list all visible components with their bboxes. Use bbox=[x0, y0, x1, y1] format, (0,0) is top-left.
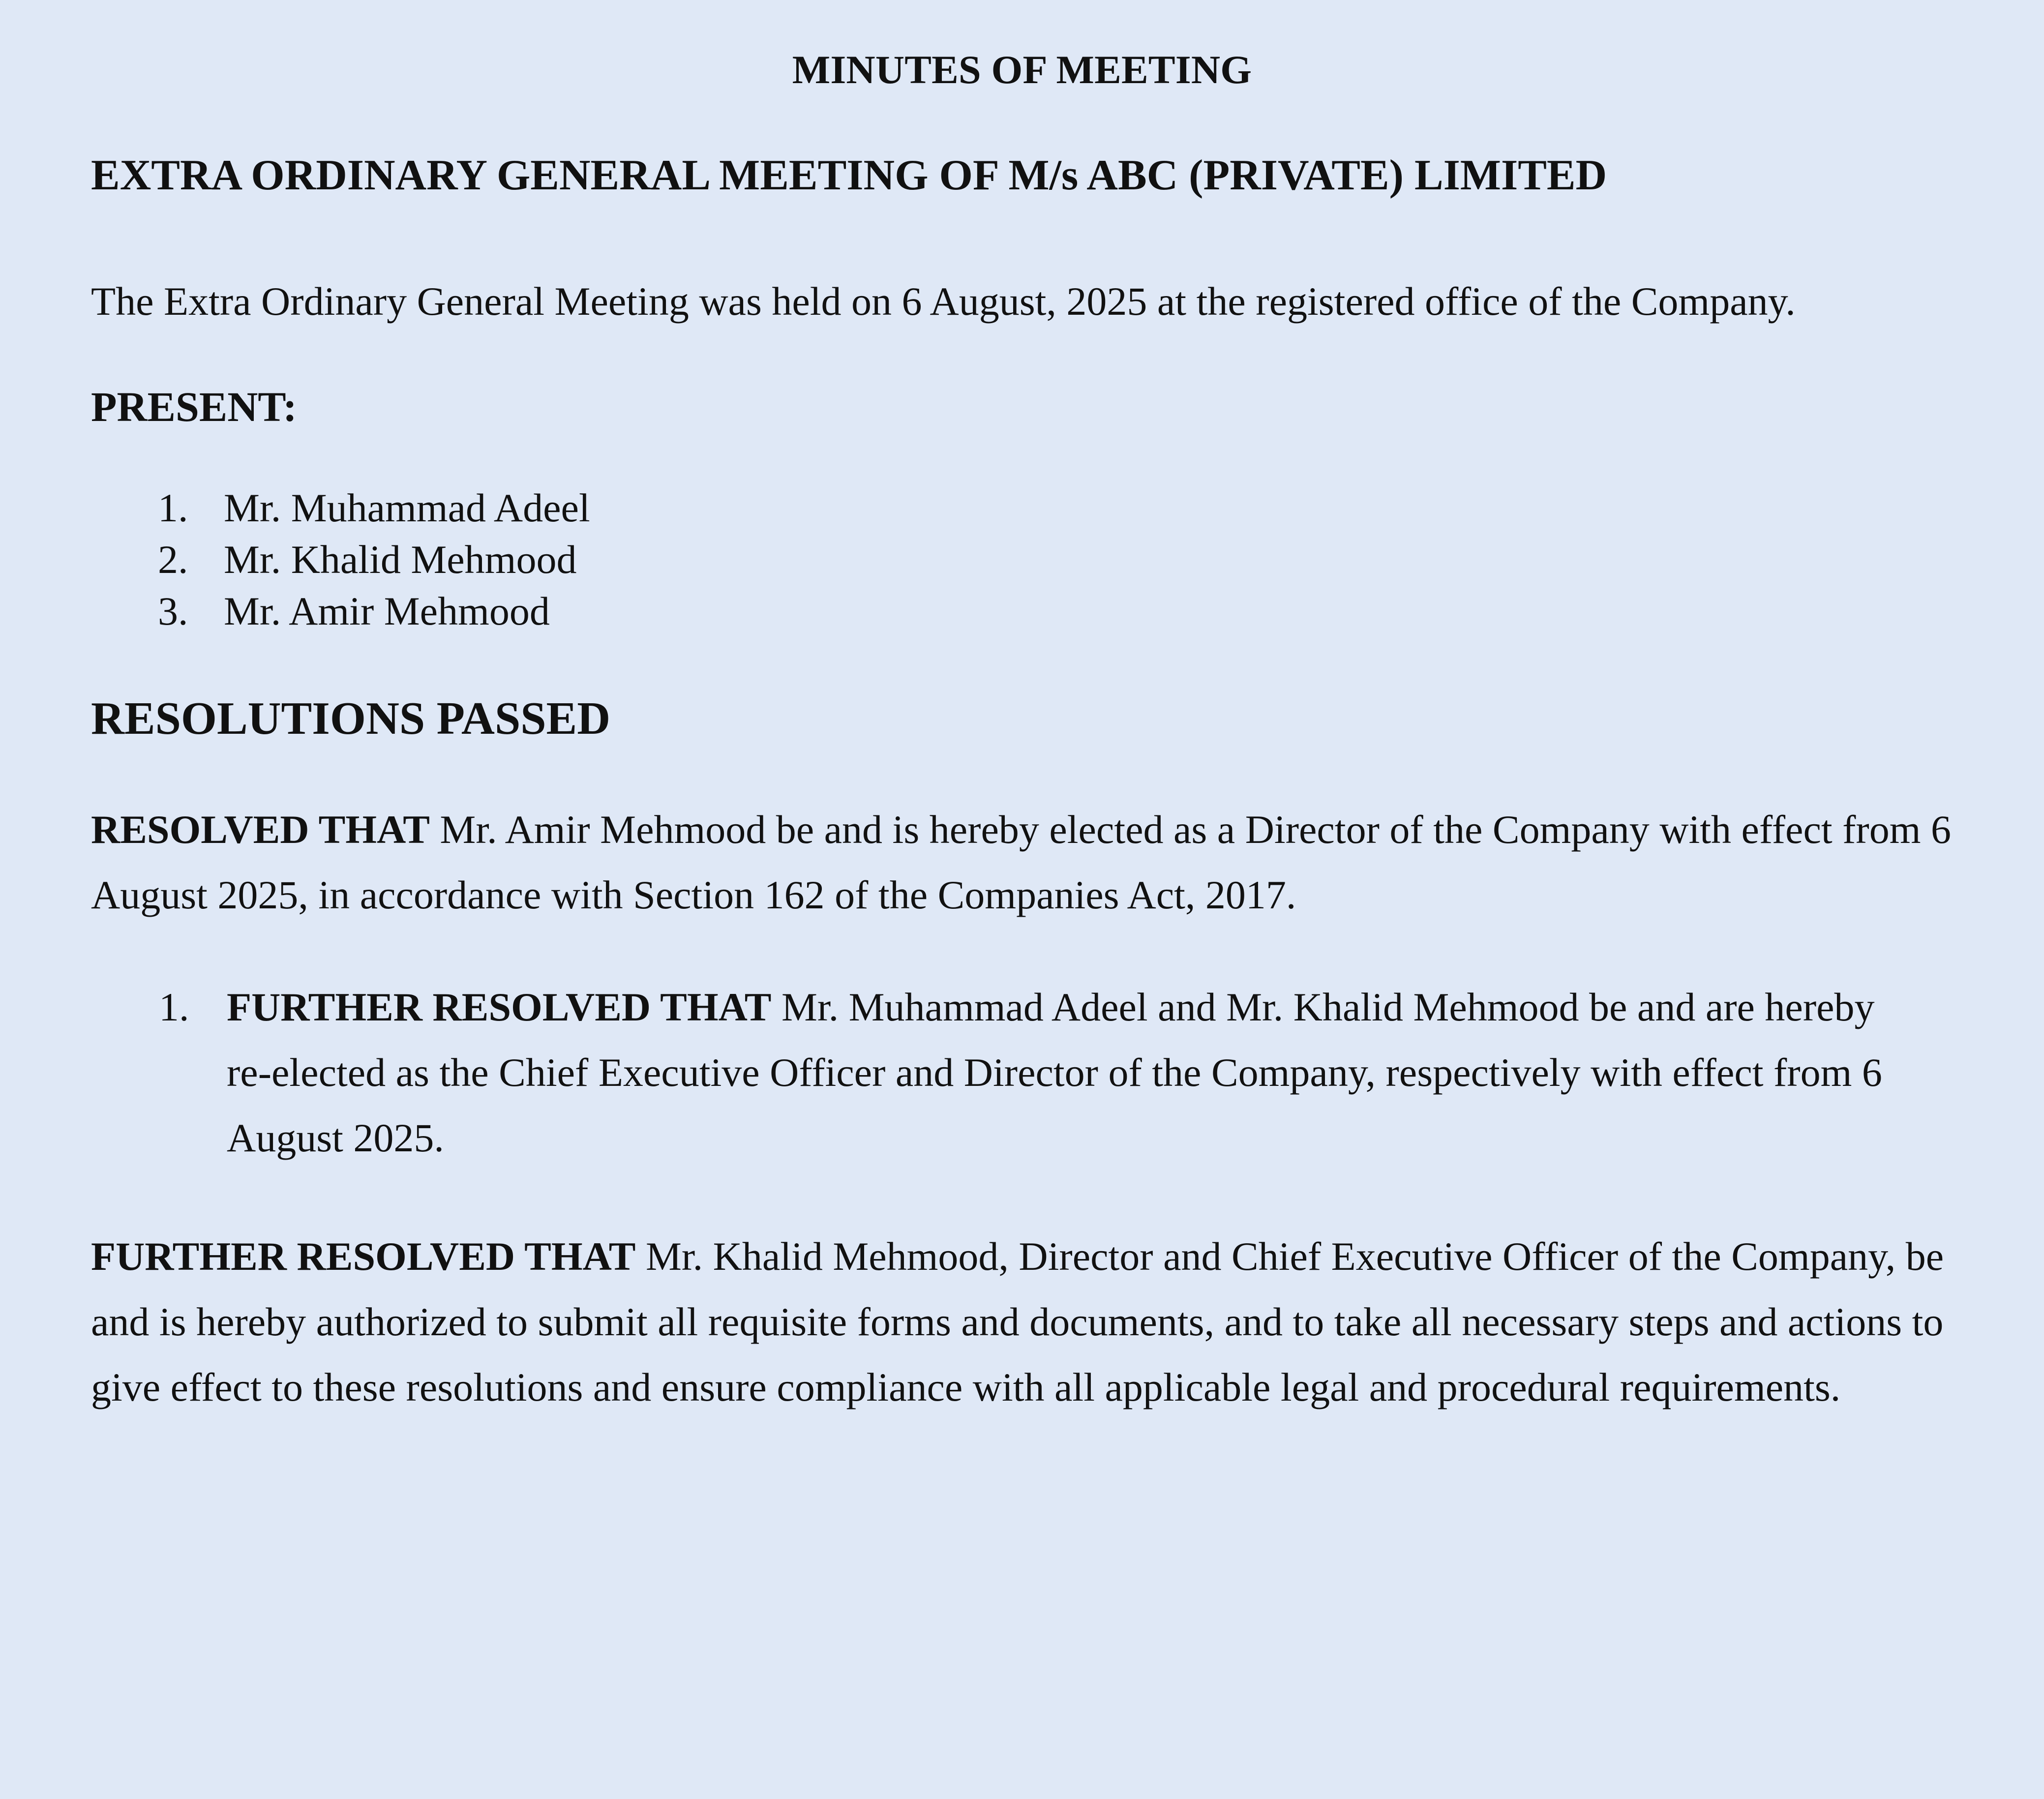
resolution-body-text: Mr. Khalid Mehmood, Director and Chief Executive Officer of the Company, be and is hereby authorized to submit all requisite forms and documents, and to take all necessary steps and actions to give effect to these resolutions and ensure compliance with all applicable legal and procedural requirements. bbox=[91, 1233, 1944, 1409]
resolution-lead-label: RESOLVED THAT bbox=[91, 807, 430, 852]
list-item bbox=[199, 975, 1919, 1170]
resolution-body-text: Mr. Muhammad Adeel and Mr. Khalid Mehmood be and are hereby re-elected as the Chief Executive Officer and Director of the Company, respectively with effect from 6 August 2025. bbox=[227, 985, 1882, 1161]
resolution-paragraph-3 bbox=[91, 1224, 1953, 1420]
resolution-lead-label: FURTHER RESOLVED THAT bbox=[227, 985, 772, 1030]
intro-paragraph: The Extra Ordinary General Meeting was held on 6 August, 2025 at the registered office of the Company. bbox=[91, 279, 1796, 324]
meeting-subject-heading: EXTRA ORDINARY GENERAL MEETING OF M/s ABC (PRIVATE) LIMITED bbox=[91, 151, 1607, 199]
list-item: 3. Mr. Amir Mehmood bbox=[198, 586, 1953, 637]
resolution-paragraph-1 bbox=[91, 797, 1953, 928]
attendees-list bbox=[91, 482, 1953, 637]
further-resolutions-list bbox=[91, 975, 1953, 1170]
present-heading: PRESENT: bbox=[91, 383, 297, 430]
resolution-lead-label: FURTHER RESOLVED THAT bbox=[91, 1233, 636, 1279]
list-item: 2. Mr. Khalid Mehmood bbox=[198, 534, 1953, 586]
page-title: MINUTES OF MEETING bbox=[792, 47, 1252, 92]
list-item: 1. Mr. Muhammad Adeel bbox=[198, 482, 1953, 534]
resolutions-passed-heading: RESOLUTIONS PASSED bbox=[91, 692, 611, 744]
resolution-body-text: Mr. Amir Mehmood be and is hereby elected as a Director of the Company with effect from 6 August 2025, in accordance with Section 162 of the Companies Act, 2017. bbox=[91, 807, 1952, 917]
